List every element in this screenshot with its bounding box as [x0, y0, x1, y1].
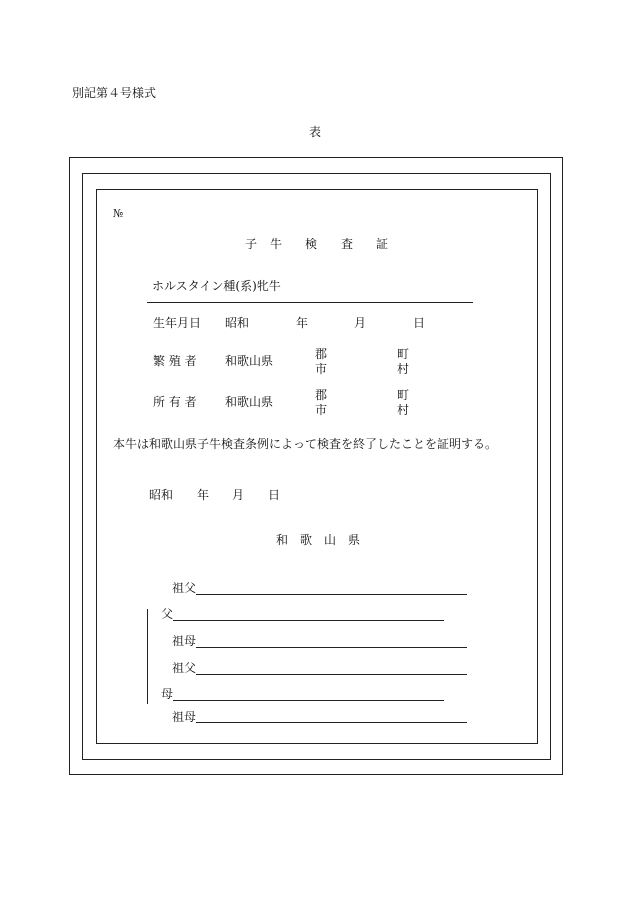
- dam-label: 母: [161, 687, 174, 701]
- sire-grandsire-line: [196, 594, 467, 595]
- owner-mura: 村: [397, 403, 410, 417]
- birth-year-unit: 年: [296, 316, 309, 330]
- owner-shi: 市: [315, 403, 328, 417]
- owner-gun: 郡: [315, 388, 328, 402]
- birth-era: 昭和: [225, 316, 250, 330]
- birth-date-label: 生年月日: [153, 316, 202, 330]
- owner-label: 所 有 者: [153, 395, 197, 409]
- title-char: 証: [376, 237, 389, 251]
- birth-day-unit: 日: [413, 316, 426, 330]
- form-number-label: 別記第４号様式: [72, 86, 157, 100]
- issue-year-unit: 年: [197, 488, 210, 502]
- sire-granddam-line: [196, 647, 467, 648]
- issue-month-unit: 月: [232, 488, 245, 502]
- breed-underline: [147, 302, 473, 303]
- dam-grandsire-line: [196, 674, 467, 675]
- breeder-shi: 市: [315, 362, 328, 376]
- sire-granddam-label: 祖母: [172, 634, 197, 648]
- dam-line: [173, 700, 444, 701]
- dam-grandsire-label: 祖父: [172, 661, 197, 675]
- certification-statement: 本牛は和歌山県子牛検査条例によって検査を終了したことを証明する。: [113, 437, 498, 451]
- breeder-machi: 町: [397, 347, 410, 361]
- dam-granddam-label: 祖母: [172, 710, 197, 724]
- breed-label: ホルスタイン種(系)牝牛: [152, 279, 281, 293]
- owner-machi: 町: [397, 388, 410, 402]
- sire-label: 父: [161, 607, 174, 621]
- issue-day-unit: 日: [268, 488, 281, 502]
- issue-era: 昭和: [149, 488, 174, 502]
- title-char: 検: [305, 237, 318, 251]
- inner-frame: [96, 189, 538, 744]
- sire-line: [173, 620, 444, 621]
- title-char: 子: [245, 237, 258, 251]
- front-side-label: 表: [309, 125, 322, 139]
- breeder-gun: 郡: [315, 347, 328, 361]
- title-char: 牛: [270, 237, 283, 251]
- certificate-number-label: №: [113, 207, 124, 220]
- breeder-prefecture: 和歌山県: [225, 354, 274, 368]
- pedigree-bracket: [147, 609, 148, 704]
- sire-grandsire-label: 祖父: [172, 581, 197, 595]
- breeder-mura: 村: [397, 362, 410, 376]
- breeder-label: 繁 殖 者: [153, 354, 197, 368]
- birth-month-unit: 月: [354, 316, 367, 330]
- title-char: 査: [341, 237, 354, 251]
- issuer-name: 和 歌 山 県: [276, 533, 361, 547]
- dam-granddam-line: [196, 722, 467, 723]
- owner-prefecture: 和歌山県: [225, 395, 274, 409]
